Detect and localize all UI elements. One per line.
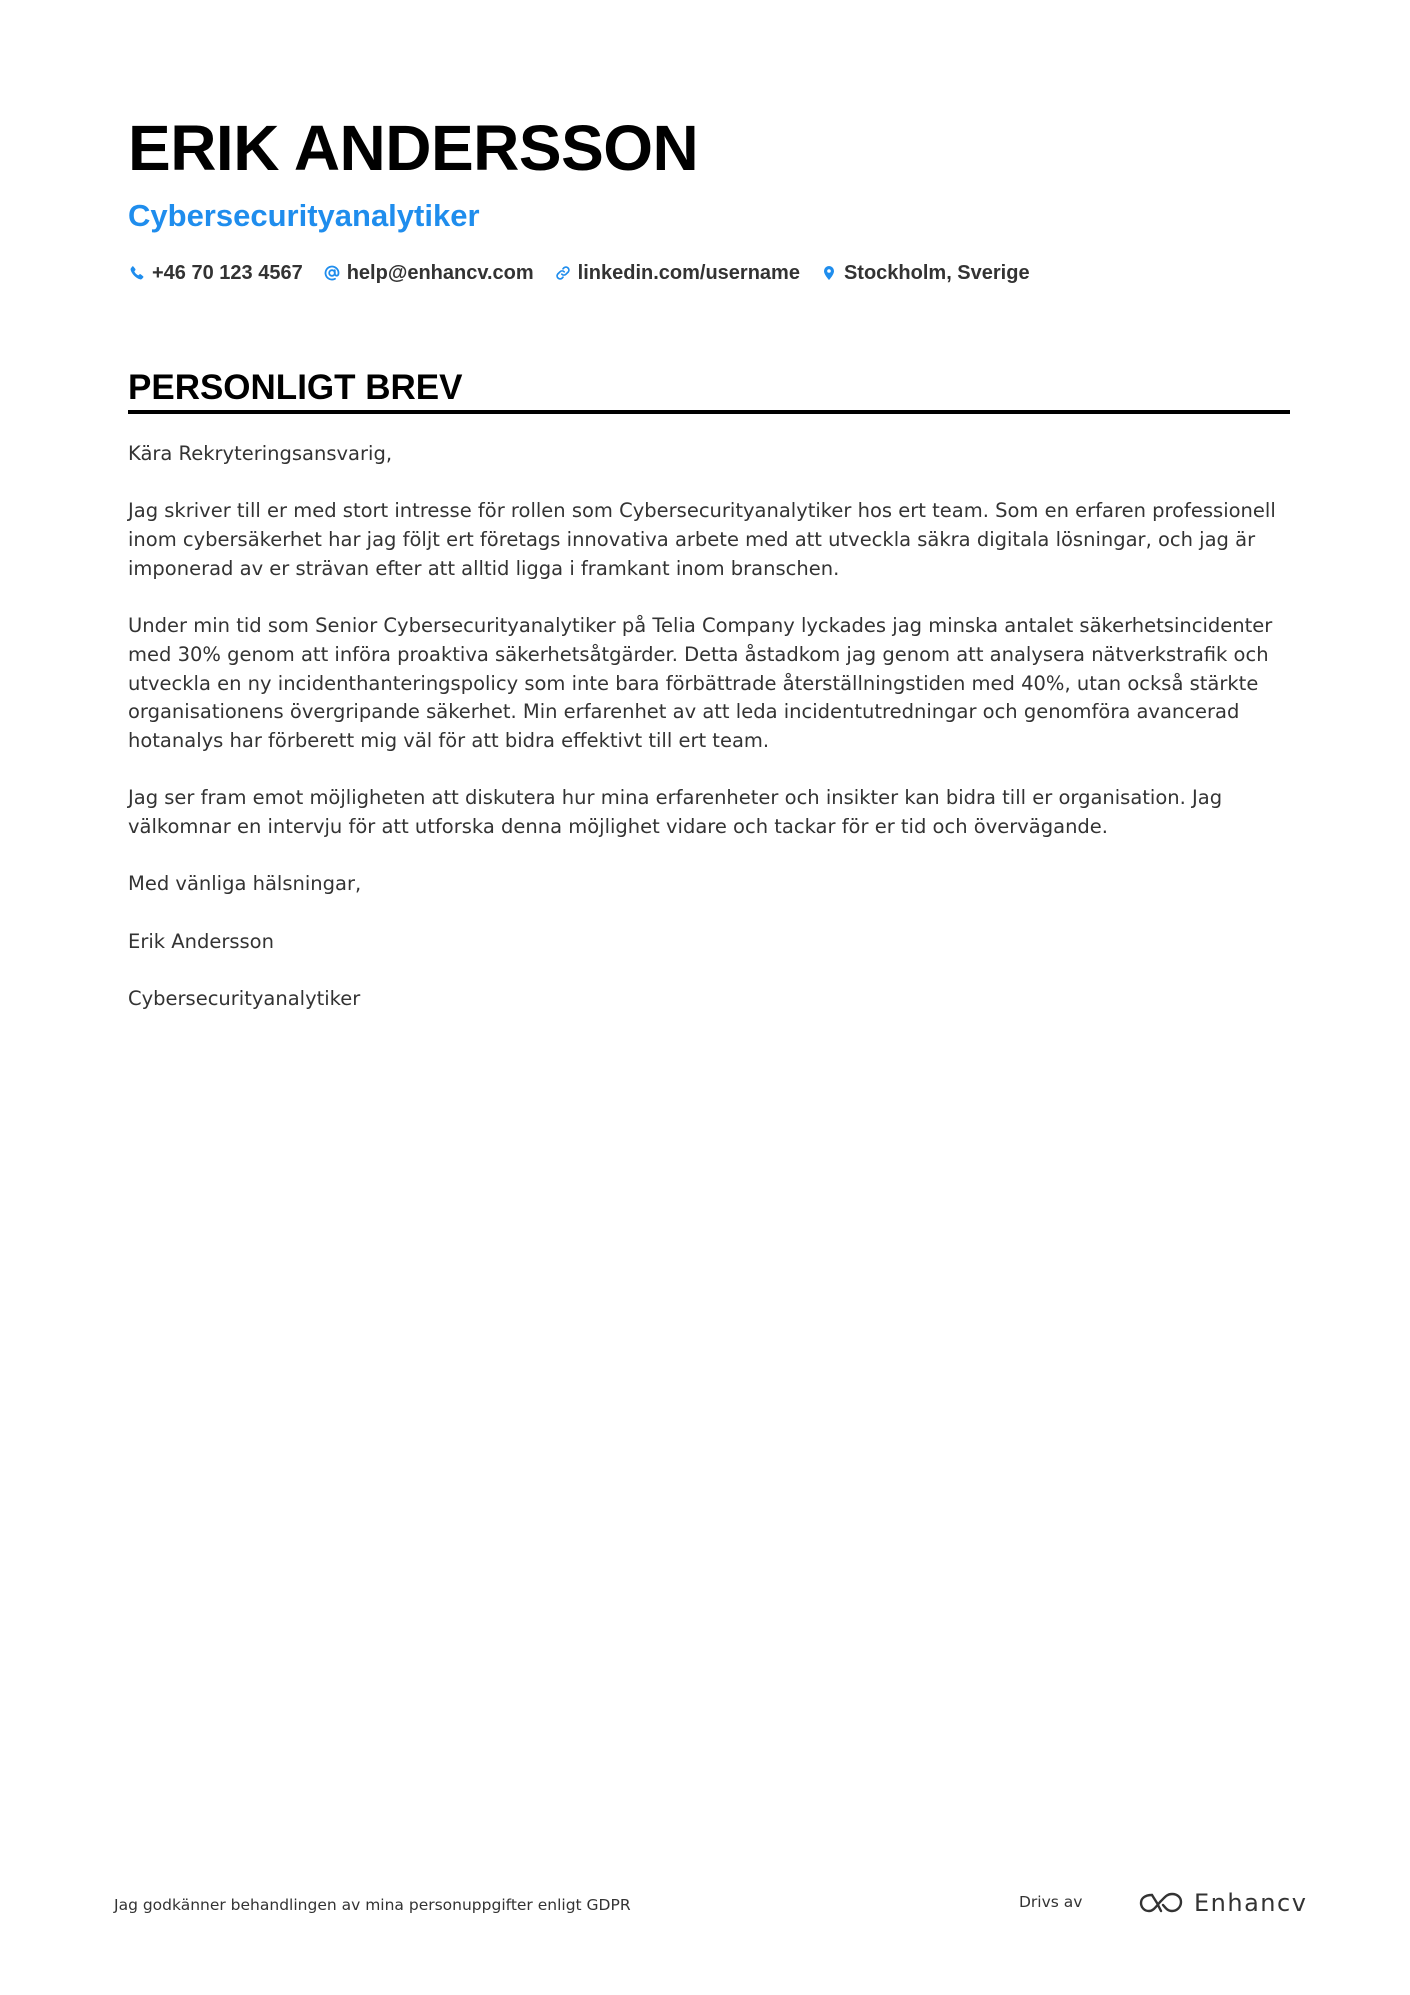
contact-email-label: help@enhancv.com xyxy=(346,261,534,284)
letter-body xyxy=(128,440,1290,1043)
link-icon xyxy=(554,263,572,283)
applicant-title: Cybersecurityanalytiker xyxy=(128,198,480,233)
signature-name: Erik Andersson xyxy=(128,929,274,953)
applicant-name: ERIK ANDERSSON xyxy=(128,112,699,184)
enhancv-brand-name: Enhancv xyxy=(1194,1889,1308,1917)
at-icon xyxy=(323,263,341,283)
contact-email[interactable] xyxy=(323,262,534,285)
header xyxy=(128,108,1288,288)
letter-paragraph: Jag ser fram emot möjligheten att diskutera hur mina erfarenheter och insikter kan bidra till er organisation. Jag välkomnar en intervju för att utforska denna möjlighet vidare och tackar för er tid och övervägande. xyxy=(128,786,1223,839)
letter-closing: Med vänliga hälsningar, xyxy=(128,872,362,896)
letter-paragraph: Under min tid som Senior Cybersecurityanalytiker på Telia Company lyckades jag minska antalet säkerhetsincidenter med 30% genom att införa proaktiva säkerhetsåtgärder. Detta åstadkom jag genom att analysera nätverkstrafik och utveckla en ny incidenthanteringspolicy som inte bara förbättrade återställningstiden med 40%, utan också stärkte organisationens övergripande säkerhet. Min erfarenhet av att leda incidentutredningar och genomföra avancerad hotanalys har förberett mig väl för att bidra effektivt till ert team. xyxy=(128,614,1273,752)
contact-bar xyxy=(128,258,1288,288)
contact-phone-label: +46 70 123 4567 xyxy=(152,261,303,284)
powered-by-label: Drivs av xyxy=(1019,1893,1083,1911)
contact-location-label: Stockholm, Sverige xyxy=(843,261,1030,284)
letter-paragraph: Jag skriver till er med stort intresse för rollen som Cybersecurityanalytiker hos ert team. Som en erfaren professionell inom cybersäkerhet har jag följt ert företags innovativa arbete med att utveckla säkra digitala lösningar, och jag är imponerad av er strävan efter att alltid ligga i framkant inom branschen. xyxy=(128,499,1276,580)
location-pin-icon xyxy=(820,263,838,283)
contact-linkedin[interactable] xyxy=(554,262,800,285)
phone-icon xyxy=(128,263,146,283)
contact-phone[interactable] xyxy=(128,262,303,285)
contact-location xyxy=(820,262,1030,285)
gdpr-consent: Jag godkänner behandlingen av mina personuppgifter enligt GDPR xyxy=(114,1896,631,1914)
section-divider xyxy=(128,410,1290,414)
contact-linkedin-label: linkedin.com/username xyxy=(577,261,800,284)
enhancv-logo-icon xyxy=(1138,1889,1186,1917)
section-title: PERSONLIGT BREV xyxy=(128,368,463,407)
enhancv-brand[interactable] xyxy=(1138,1885,1307,1921)
signature-title: Cybersecurityanalytiker xyxy=(128,987,361,1011)
letter-greeting: Kära Rekryteringsansvarig, xyxy=(128,442,393,465)
